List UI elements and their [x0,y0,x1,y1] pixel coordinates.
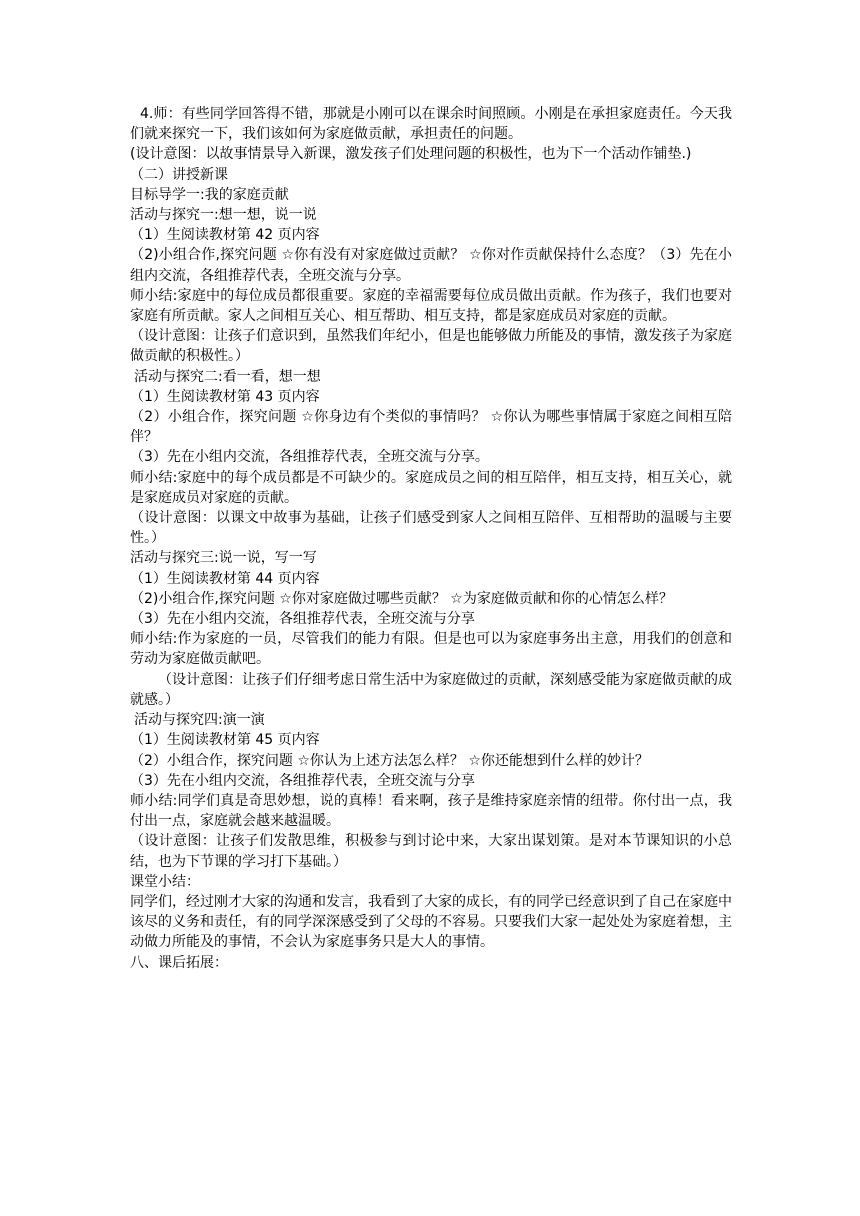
activity-3-step-2: （2)小组合作,探究问题 ☆你对家庭做过哪些贡献？ ☆为家庭做贡献和你的心情怎么样？ [130,590,673,607]
activity-heading-3: 活动与探究三:说一说，写一写 [130,550,317,567]
teacher-summary-4: 师小结:同学们真是奇思妙想，说的真棒！看来啊，孩子是维持家庭亲情的纽带。你付出一点，我付出一点，家庭就会越来越温暖。 [130,792,732,830]
design-intent-3: （设计意图：以课文中故事为基础，让孩子们感受到家人之间相互陪伴、互相帮助的温暖与主要性。） [130,510,732,547]
activity-3-step-3: （3）先在小组内交流，各组推荐代表，全班交流与分享 [130,611,475,628]
activity-2-step-3: （3）先在小组内交流，各组推荐代表，全班交流与分享。 [130,449,489,466]
activity-4-step-1: （1）生阅读教材第 45 页内容 [130,732,320,749]
activity-heading-4: 活动与探究四:演一演 [134,712,265,729]
activity-3-step-1: （1）生阅读教材第 44 页内容 [130,570,320,587]
document-body [130,104,732,973]
activity-2-step-2: （2）小组合作，探究问题 ☆你身边有个类似的事情吗？ ☆你认为哪些事情属于家庭之间相互陪伴？ [130,409,732,446]
activity-2-step-1: （1）生阅读教材第 43 页内容 [130,388,320,405]
goal-heading-1: 目标导学一:我的家庭贡献 [130,186,289,203]
teacher-summary-1: 师小结:家庭中的每位成员都很重要。家庭的幸福需要每位成员做出贡献。作为孩子，我们也要对家庭有所贡献。家人之间相互关心、相互帮助、相互支持，都是家庭成员对家庭的贡献。 [130,287,732,325]
design-intent-5: （设计意图：让孩子们发散思维，积极参与到讨论中来，大家出谋划策。是对本节课知识的小总结，也为下节课的学习打下基础。） [130,833,732,870]
teacher-summary-2: 师小结:家庭中的每个成员都是不可缺少的。家庭成员之间的相互陪伴，相互支持，相互关心，就是家庭成员对家庭的贡献。 [130,469,732,506]
teacher-summary-3: 师小结:作为家庭的一员，尽管我们的能力有限。但是也可以为家庭事务出主意，用我们的创意和劳动为家庭做贡献吧。 [130,631,732,668]
design-intent-2: （设计意图：让孩子们意识到，虽然我们年纪小，但是也能够做力所能及的事情，激发孩子为家庭做贡献的积极性。） [130,328,732,365]
activity-heading-1: 活动与探究一:想一想，说一说 [130,207,317,224]
section-heading-new-lesson: （二）讲授新课 [130,166,228,183]
activity-4-step-2: （2）小组合作，探究问题 ☆你认为上述方法怎么样？ ☆你还能想到什么样的妙计？ [130,752,649,769]
design-intent-4: （设计意图：让孩子们仔细考虑日常生活中为家庭做过的贡献，深刻感受能为家庭做贡献的成就感。） [130,671,732,708]
activity-4-step-3: （3）先在小组内交流，各组推荐代表，全班交流与分享 [130,772,475,789]
activity-1-step-2: （2)小组合作,探究问题 ☆你有没有对家庭做过贡献？ ☆你对作贡献保持什么态度？（3）先在小组内交流，各组推荐代表，全班交流与分享。 [130,247,732,284]
class-summary-text: 同学们，经过刚才大家的沟通和发言，我看到了大家的成长，有的同学已经意识到了自己在家庭中该尽的义务和责任，有的同学深深感受到了父母的不容易。只要我们大家一起处处为家庭着想，主动做力所能及的事情，不会认为家庭事务只是大人的事情。 [130,893,732,951]
activity-heading-2: 活动与探究二:看一看，想一想 [134,368,321,385]
extension-heading: 八、课后拓展： [130,954,228,971]
class-summary-heading: 课堂小结： [130,873,200,890]
design-intent-1: (设计意图：以故事情景导入新课，激发孩子们处理问题的积极性，也为下一个活动作铺垫.) [130,146,692,163]
activity-1-step-1: （1）生阅读教材第 42 页内容 [130,227,320,244]
paragraph-intro: 4.师：有些同学回答得不错，那就是小刚可以在课余时间照顾。小刚是在承担家庭责任。今天我们就来探究一下，我们该如何为家庭做贡献，承担责任的问题。 [130,106,732,143]
